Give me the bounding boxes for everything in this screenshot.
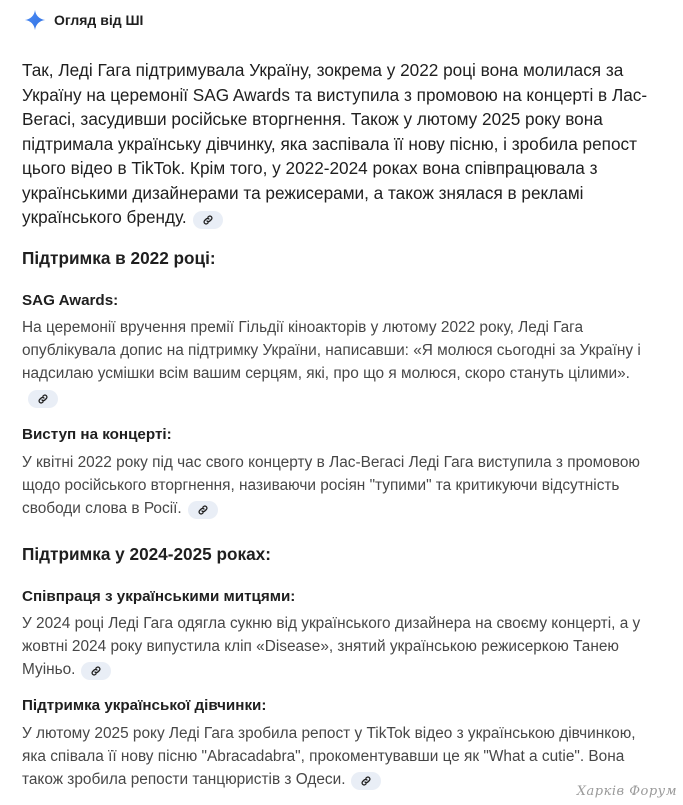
item-title-sag-awards: SAG Awards:	[22, 292, 119, 309]
source-link-chip[interactable]	[81, 662, 111, 680]
item-title-collaboration: Співпраця з українськими митцями:	[22, 588, 296, 605]
item-title-girl-support: Підтримка української дівчинки:	[22, 697, 267, 714]
watermark: Харків Форум	[576, 784, 677, 799]
source-link-chip[interactable]	[193, 211, 223, 229]
item-text-concert	[22, 451, 662, 521]
item-title-concert: Виступ на концерті:	[22, 426, 172, 443]
item-text-collaboration	[22, 612, 662, 682]
item-text: У квітні 2022 року під час свого концерту в Лас-Вегасі Леді Гага виступила з промовою щодо російського вторгнення, називаючи росіян "тупими" та критикуючи відсутність свободи слова в Росії.	[22, 454, 640, 518]
item-text: У 2024 році Леді Гага одягла сукню від українського дизайнера на своєму концерті, а у жовтні 2024 року випустила кліп «Disease», знятий українською режисеркою Танею Муіньо.	[22, 615, 641, 679]
section-heading-2022: Підтримка в 2022 році:	[22, 248, 216, 268]
intro-paragraph	[22, 58, 662, 230]
header-title: Огляд від ШІ	[54, 12, 144, 28]
gemini-sparkle-icon	[24, 9, 46, 31]
item-text: На церемонії вручення премії Гільдії кіноакторів у лютому 2022 року, Леді Гага опублікувала допис на підтримку України, написавши: «Я молюся сьогодні за Україну і надсилаю усмішки всім вашим серцям, які, про що я молюся, скоро стануть цілими».	[22, 319, 641, 383]
link-icon	[37, 393, 49, 405]
item-text: У лютому 2025 року Леді Гага зробила репост у TikTok відео з українською дівчинкою, яка співала її нову пісню "Abracadabra", прокоментувавши це як "What a cutie". Вона також зробила репости танцюристів з Одеси.	[22, 725, 636, 789]
intro-text: Так, Леді Гага підтримувала Україну, зокрема у 2022 році вона молилася за Україну на церемонії SAG Awards та виступила з промовою на концерті в Лас-Вегасі, засудивши російське вторгнення. Також у лютому 2025 року вона підтримала українську дівчинку, яка заспівала її нову пісню, і зробила репост цього відео в TikTok. Крім того, у 2022-2024 роках вона співпрацювала з українськими дизайнерами та режисерами, а також знялася в рекламі українського бренду.	[22, 60, 648, 227]
section-heading-2024-2025: Підтримка у 2024-2025 роках:	[22, 544, 271, 564]
source-link-chip[interactable]	[188, 501, 218, 519]
item-text-sag-awards	[22, 316, 662, 409]
link-icon	[197, 504, 209, 516]
ai-overview-header	[24, 8, 143, 32]
link-icon	[90, 665, 102, 677]
link-icon	[360, 775, 372, 787]
source-link-chip[interactable]	[28, 390, 58, 408]
item-text-girl-support	[22, 722, 662, 792]
link-icon	[202, 214, 214, 226]
source-link-chip[interactable]	[351, 772, 381, 790]
